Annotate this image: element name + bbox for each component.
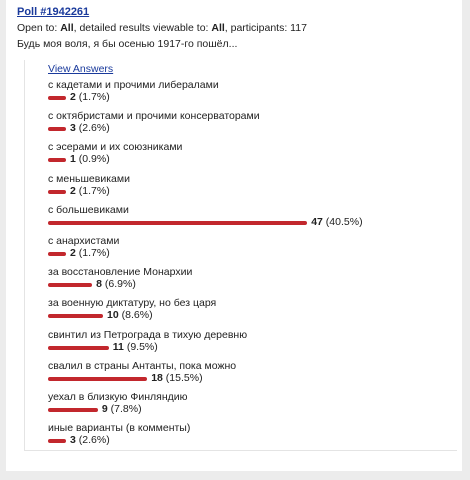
viewable-value: All [211,22,225,34]
poll-option [48,422,448,450]
option-label: с меньшевиками [48,172,130,185]
vote-percent: (7.8%) [110,403,142,415]
result-count [70,247,110,259]
result-count [70,91,110,103]
result-bar [48,158,66,162]
result-count [113,341,158,353]
participants-count: 117 [290,22,307,34]
open-label: Open to: [17,22,58,34]
view-answers-link[interactable]: View Answers [48,63,114,75]
result-count [107,309,153,321]
vote-count: 9 [101,403,108,415]
result-bar [48,439,66,443]
option-label: свалил в страны Антанты, пока можно [48,359,237,372]
open-value: All [60,22,74,34]
option-label: за военную диктатуру, но без царя [48,297,217,310]
result-count [151,372,202,384]
result-bar [48,127,66,131]
option-label: свинтил из Петрограда в тихую деревню [48,328,248,341]
option-label: с эсерами и их союзниками [48,141,183,154]
vote-percent: (2.6%) [78,122,110,135]
result-bar [48,190,66,194]
vote-count: 1 [70,153,76,166]
vote-count: 3 [70,122,76,135]
poll-option [48,266,448,294]
result-count [102,403,142,415]
poll-link[interactable]: Poll #1942261 [17,6,90,18]
vote-percent: (2.6%) [78,434,110,447]
poll-option [48,235,448,263]
result-count [311,216,362,228]
vote-percent: (1.7%) [78,91,110,103]
poll-option [48,391,448,419]
result-bar [48,221,307,225]
vote-percent: (40.5%) [325,215,363,228]
result-bar [48,377,147,381]
vote-count: 8 [96,278,102,291]
option-label: иные варианты (в комменты) [48,422,191,435]
poll-option [48,360,448,388]
result-count [96,278,136,290]
vote-count: 2 [70,184,76,197]
result-bar [48,283,92,287]
option-label: уехал в близкую Финляндию [48,391,188,403]
vote-percent: (6.9%) [104,278,136,291]
participants-label: , participants: [224,22,288,34]
result-bar [48,96,66,100]
vote-percent: (0.9%) [78,153,110,166]
poll-option [48,204,448,232]
vote-percent: (1.7%) [78,184,110,197]
vote-count: 47 [311,215,323,228]
poll-meta [17,22,307,34]
poll-option [48,110,448,138]
option-label: с анархистами [48,235,120,247]
poll-question: Будь моя воля, я бы осенью 1917-го пошёл... [17,38,238,50]
option-label: с кадетами и прочими либералами [48,79,219,91]
vote-count: 10 [107,309,119,322]
result-count [70,185,110,197]
result-count [70,434,110,446]
poll-option [48,297,448,325]
result-count [70,122,110,134]
poll-option [48,329,448,357]
viewable-label: , detailed results viewable to: [73,22,209,34]
option-label: с большевиками [48,203,129,216]
result-bar [48,252,66,256]
vote-count: 18 [151,371,163,384]
result-count [70,153,110,165]
poll-panel [6,0,462,471]
vote-percent: (1.7%) [78,247,110,259]
vote-percent: (8.6%) [121,309,153,322]
result-bar [48,314,103,318]
vote-count: 2 [70,247,76,259]
vote-percent: (9.5%) [126,340,158,353]
result-bar [48,408,98,412]
vote-percent: (15.5%) [165,371,203,384]
poll-option [48,141,448,169]
poll-option [48,173,448,201]
vote-count: 2 [70,91,76,103]
option-label: с октябристами и прочими консерваторами [48,110,260,123]
vote-count: 3 [70,434,76,447]
poll-option [48,79,448,107]
result-bar [48,346,109,350]
vote-count: 11 [112,340,124,353]
option-label: за восстановление Монархии [48,266,193,279]
